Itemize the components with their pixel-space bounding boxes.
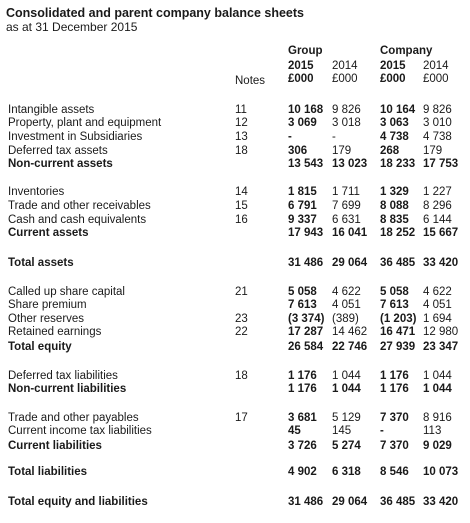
row-value: 10 073 [423,466,459,478]
row-value: 5 058 [380,286,409,298]
row-value: 18 233 [380,158,416,170]
row-value: 3 681 [288,412,317,424]
row-value: 306 [288,145,308,157]
row-value: 14 462 [332,326,368,338]
page-subtitle: as at 31 December 2015 [6,20,138,34]
row-value: 13 023 [332,158,368,170]
row-value: 7 699 [332,200,361,212]
row-value: (389) [332,313,359,325]
row-label: Investment in Subsidiaries [8,131,143,143]
row-note: 12 [235,117,248,129]
notes-header: Notes [235,75,266,87]
row-value: (3 374) [288,313,325,325]
row-value: 10 168 [288,104,324,116]
row-value: (1 203) [380,313,417,325]
row-note: 14 [235,186,248,198]
row-label: Non-current liabilities [8,383,127,395]
row-label: Current income tax liabilities [8,425,152,437]
row-label: Current liabilities [8,440,102,452]
row-label: Deferred tax liabilities [8,370,118,382]
row-note: 21 [235,286,248,298]
row-value: 36 485 [380,257,416,269]
row-value: 26 584 [288,341,324,353]
row-value: 12 980 [423,326,459,338]
row-value: 1 044 [423,383,452,395]
row-value: 4 051 [423,299,452,311]
row-value: 113 [423,425,442,437]
row-label: Other reserves [8,313,85,325]
row-value: 8 916 [423,412,452,424]
row-value: 16 471 [380,326,416,338]
row-note: 13 [235,131,248,143]
page-title: Consolidated and parent company balance sheets [6,6,304,20]
row-value: 145 [332,425,352,437]
row-note: 11 [235,104,247,116]
row-value: 4 622 [423,286,452,298]
row-note: 15 [235,200,248,212]
row-value: 8 296 [423,200,452,212]
row-value: 31 486 [288,496,324,508]
row-value: 179 [423,145,443,157]
row-value: 36 485 [380,496,416,508]
row-note: 16 [235,214,248,226]
row-value: 45 [288,425,301,437]
row-value: 1 044 [332,383,361,395]
row-value: 7 613 [380,299,409,311]
row-value: 17 287 [288,326,324,338]
row-value: 268 [380,145,400,157]
row-value: 16 041 [332,227,368,239]
row-label: Intangible assets [8,104,95,116]
row-note: 23 [235,313,248,325]
row-value: 9 826 [332,104,361,116]
row-label: Called up share capital [8,286,125,298]
group-header: Group [288,45,323,57]
row-value: 1 176 [380,370,409,382]
row-value: 13 543 [288,158,324,170]
row-value: - [380,425,384,437]
row-value: 17 943 [288,227,324,239]
row-value: 1 815 [288,186,317,198]
row-value: 1 329 [380,186,409,198]
row-label: Total liabilities [8,466,88,478]
row-value: 29 064 [332,496,368,508]
row-value: 1 694 [423,313,452,325]
row-label: Trade and other receivables [8,200,151,212]
row-value: 7 370 [380,440,409,452]
row-value: 33 420 [423,257,459,269]
row-value: - [332,131,336,143]
row-value: 8 835 [380,214,409,226]
row-value: 33 420 [423,496,459,508]
row-value: 23 347 [423,341,459,353]
row-value: 3 010 [423,117,452,129]
row-value: 22 746 [332,341,368,353]
row-value: 1 176 [380,383,409,395]
row-label: Share premium [8,299,87,311]
row-label: Inventories [8,186,65,198]
year-header: 2015 [380,60,406,72]
row-value: 9 337 [288,214,317,226]
unit-header: £000 [423,73,449,85]
row-note: 22 [235,326,248,338]
row-value: 8 088 [380,200,409,212]
year-header: 2014 [423,60,449,72]
row-value: 6 791 [288,200,317,212]
row-label: Deferred tax assets [8,145,108,157]
row-value: 3 063 [380,117,409,129]
row-value: 5 129 [332,412,361,424]
row-value: 1 044 [332,370,361,382]
row-value: 1 227 [423,186,452,198]
row-label: Total equity [8,341,72,353]
row-value: 10 164 [380,104,416,116]
row-label: Cash and cash equivalents [8,214,147,226]
row-value: 1 176 [288,383,317,395]
unit-header: £000 [288,73,314,85]
row-value: 15 667 [423,227,459,239]
row-note: 17 [235,412,248,424]
row-label: Total equity and liabilities [8,496,148,508]
row-label: Trade and other payables [8,412,139,424]
row-value: 17 753 [423,158,459,170]
row-value: 6 144 [423,214,452,226]
row-label: Property, plant and equipment [8,117,162,129]
row-value: 5 058 [288,286,317,298]
row-value: 3 018 [332,117,361,129]
row-note: 18 [235,370,248,382]
unit-header: £000 [332,73,358,85]
row-value: - [288,131,292,143]
row-value: 179 [332,145,352,157]
row-value: 1 044 [423,370,452,382]
year-header: 2014 [332,60,358,72]
year-header: 2015 [288,60,314,72]
row-label: Total assets [8,257,74,269]
row-value: 27 939 [380,341,416,353]
row-label: Current assets [8,227,89,239]
row-value: 5 274 [332,440,361,452]
row-value: 3 726 [288,440,317,452]
row-value: 3 069 [288,117,317,129]
row-value: 9 826 [423,104,452,116]
row-value: 7 613 [288,299,317,311]
row-value: 9 029 [423,440,452,452]
row-value: 7 370 [380,412,409,424]
row-value: 4 622 [332,286,361,298]
row-value: 6 318 [332,466,361,478]
unit-header: £000 [380,73,406,85]
row-value: 8 546 [380,466,409,478]
row-value: 31 486 [288,257,324,269]
row-value: 29 064 [332,257,368,269]
row-note: 18 [235,145,248,157]
row-value: 4 738 [380,131,409,143]
row-value: 4 051 [332,299,361,311]
row-value: 4 902 [288,466,317,478]
row-value: 1 176 [288,370,317,382]
row-value: 6 631 [332,214,361,226]
row-label: Retained earnings [8,326,102,338]
row-value: 4 738 [423,131,452,143]
company-header: Company [380,45,433,57]
row-value: 18 252 [380,227,416,239]
row-label: Non-current assets [8,158,113,170]
row-value: 1 711 [332,186,360,198]
